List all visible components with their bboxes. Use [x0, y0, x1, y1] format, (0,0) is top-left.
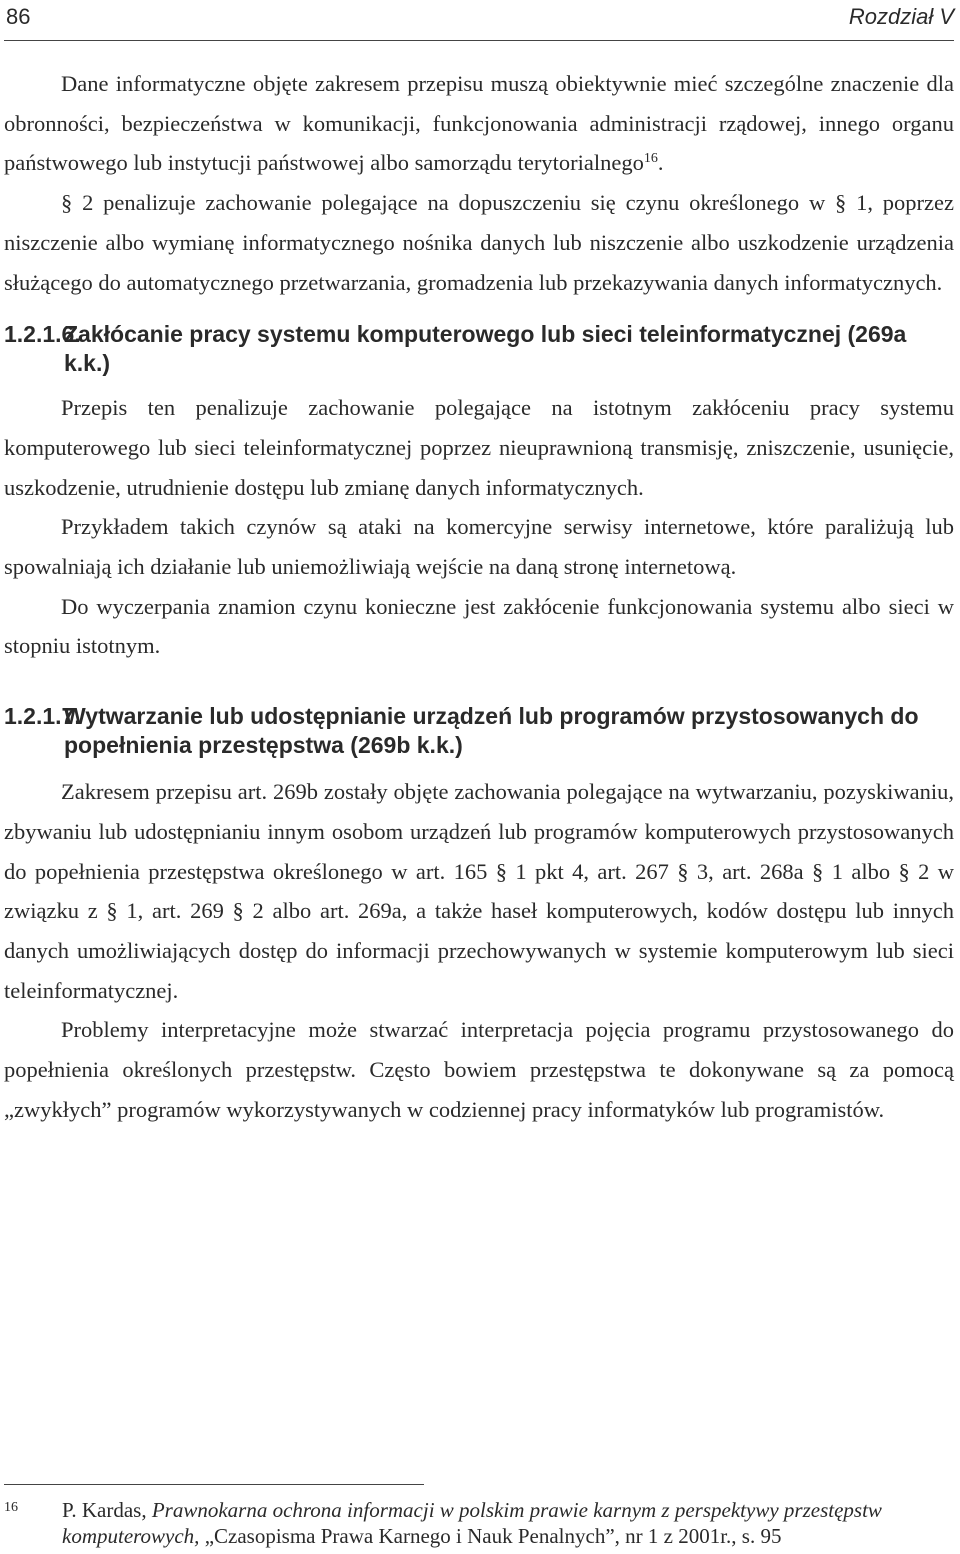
section-title: Wytwarzanie lub udostępnianie urządzeń lub programów przystosowanych do popełnienia przestępstwa (269b k.k.): [64, 703, 919, 759]
section-number: 1.2.1.6.: [4, 321, 81, 348]
paragraph-6: Zakresem przepisu art. 269b zostały objęte zachowania polegające na wytwarzaniu, pozyskiwaniu, zbywaniu lub udostępnianiu innym osobom urządzeń lub programów komputerowych przystosowanych do popełnienia przestępstwa określonego w art. 165 § 1 pkt 4, art. 267 § 3, art. 268a § 1 albo § 2 w związku z § 1, art. 269 § 2 albo art. 269a, a także haseł komputerowych, kodów dostępu lub innych danych umożliwiających dostęp do informacji przechowywanych w systemie komputerowym lub sieci teleinformatycznej.: [4, 779, 954, 1003]
footnote-text: [62, 1497, 954, 1549]
paragraph-7: Problemy interpretacyjne może stwarzać interpretacja pojęcia programu przystosowanego do popełnienia określonych przestępstw. Często bowiem przestępstwa te dokonywane są za pomocą „zwykłych” programów wykorzystywanych w codziennej pracy informatyków lub programistów.: [4, 1017, 954, 1122]
paragraph-1: [4, 64, 954, 183]
paragraph-1-text: Dane informatyczne objęte zakresem przepisu muszą obiektywnie mieć szczególne znaczenie dla obronności, bezpieczeństwa w komunikacji, funkcjonowania administracji rządowej, innego organu państwowego lub instytucji państwowej albo samorządu terytorialnego: [4, 71, 954, 176]
paragraph-4: Przykładem takich czynów są ataki na komercyjne serwisy internetowe, które paraliżują lub spowalniają ich działanie lub uniemożliwiają wejście na daną stronę internetową.: [4, 514, 954, 580]
paragraph-5: Do wyczerpania znamion czynu konieczne jest zakłócenie funkcjonowania systemu albo sieci w stopniu istotnym.: [4, 593, 954, 659]
chapter-title: Rozdział V: [848, 4, 954, 29]
paragraph-2: § 2 penalizuje zachowanie polegające na dopuszczeniu się czynu określonego w § 1, poprzez niszczenie albo wymianę informatycznego nośnika danych lub niszczenie albo uszkodzenie urządzenia służącego do automatycznego przetwarzania, gromadzenia lub przekazywania danych informatycznych.: [4, 190, 954, 295]
section-title: Zakłócanie pracy systemu komputerowego lub sieci teleinformatycznej (269a k.k.): [64, 321, 907, 377]
footnote-16: [4, 1497, 954, 1549]
section-heading-1-2-1-7: [4, 702, 954, 760]
section-number: 1.2.1.7.: [4, 703, 81, 730]
body-text: [4, 64, 954, 1129]
footnote-title: Prawnokarna ochrona informacji w polskim prawie karnym z perspektywy przestępstw komputerowych,: [62, 1498, 882, 1548]
footnote-author: P. Kardas,: [62, 1498, 152, 1522]
page-header: [4, 0, 954, 41]
footnote-mark: 16: [4, 1500, 18, 1515]
page-number: 86: [6, 4, 31, 29]
footnote-divider: [4, 1484, 424, 1485]
paragraph-1-end: .: [657, 150, 664, 176]
paragraph-3: Przepis ten penalizuje zachowanie polegające na istotnym zakłóceniu pracy systemu komputerowego lub sieci teleinformatycznej poprzez nieuprawnioną transmisję, zniszczenie, usunięcie, uszkodzenie, utrudnienie dostępu lub zmianę danych informatycznych.: [4, 395, 954, 500]
section-heading-1-2-1-6: [4, 320, 954, 378]
footnote-ref[interactable]: 16: [643, 151, 658, 167]
footnote-source: „Czasopisma Prawa Karnego i Nauk Penalnych”, nr 1 z 2001r., s. 95: [199, 1524, 782, 1548]
